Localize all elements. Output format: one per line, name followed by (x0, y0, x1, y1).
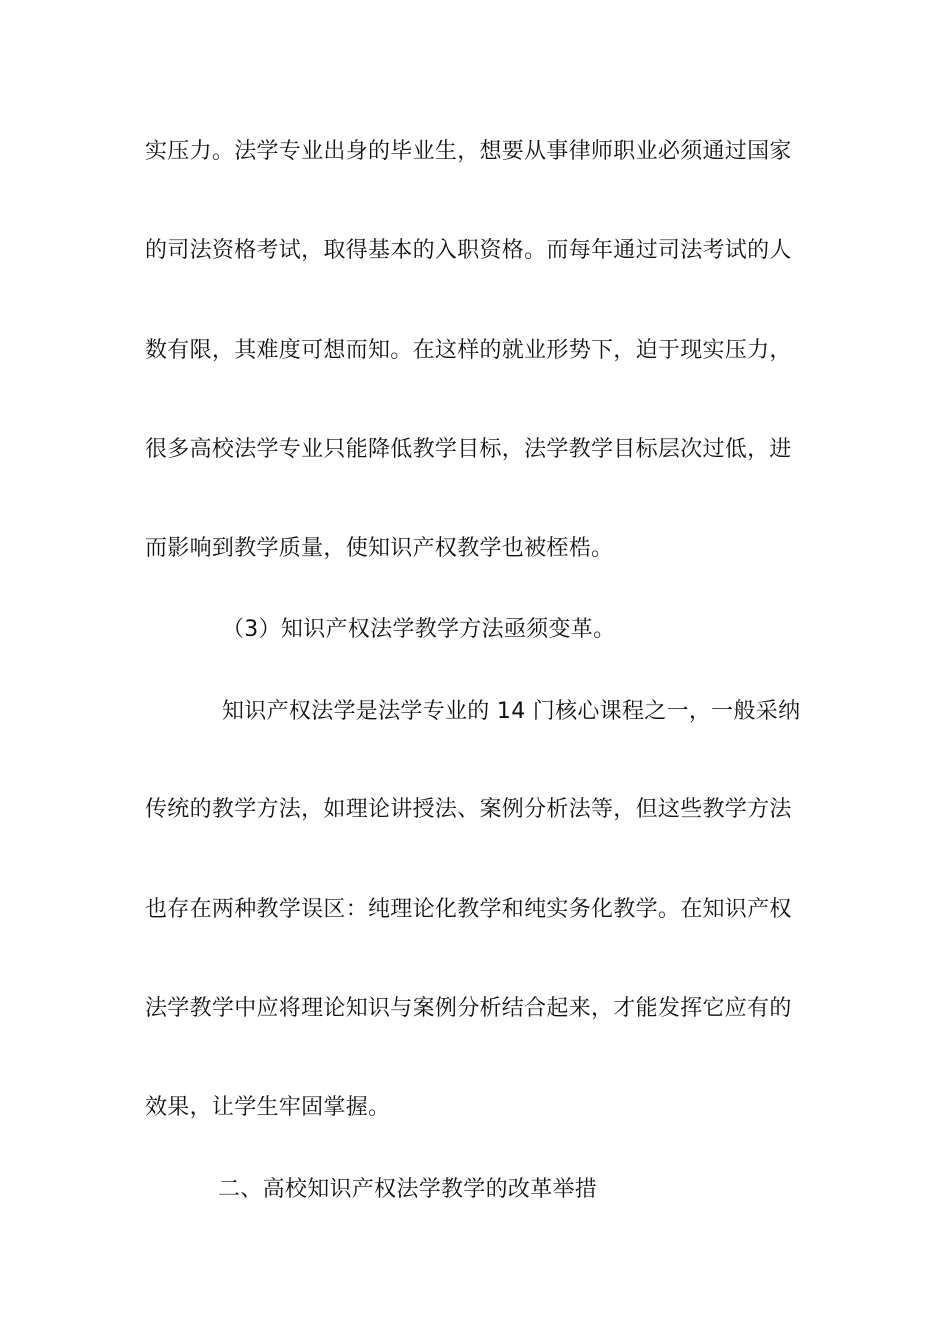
paragraph-line: 而影响到教学质量，使知识产权教学也被桎梏。 (145, 536, 614, 561)
paragraph-line: 也存在两种教学误区：纯理论化教学和纯实务化教学。在知识产权 (145, 897, 792, 922)
paragraph-line: 实压力。法学专业出身的毕业生，想要从事律师职业必须通过国家 (145, 139, 792, 164)
paragraph-line: 传统的教学方法，如理论讲授法、案例分析法等，但这些教学方法 (145, 797, 792, 822)
paragraph-line: 很多高校法学专业只能降低教学目标，法学教学目标层次过低，进 (145, 437, 792, 462)
paragraph-line: 效果，让学生牢固掌握。 (145, 1095, 391, 1120)
paragraph-line: 法学教学中应将理论知识与案例分析结合起来，才能发挥它应有的 (145, 996, 792, 1021)
paragraph-line: 的司法资格考试，取得基本的入职资格。而每年通过司法考试的人 (145, 238, 792, 263)
section-heading: 二、高校知识产权法学教学的改革举措 (218, 1177, 598, 1202)
paragraph-line: 数有限，其难度可想而知。在这样的就业形势下，迫于现实压力， (145, 338, 792, 363)
paragraph-line: 知识产权法学是法学专业的 14 门核心课程之一，一般采纳 (222, 699, 801, 724)
subheading: （3）知识产权法学教学方法亟须变革。 (222, 617, 616, 642)
